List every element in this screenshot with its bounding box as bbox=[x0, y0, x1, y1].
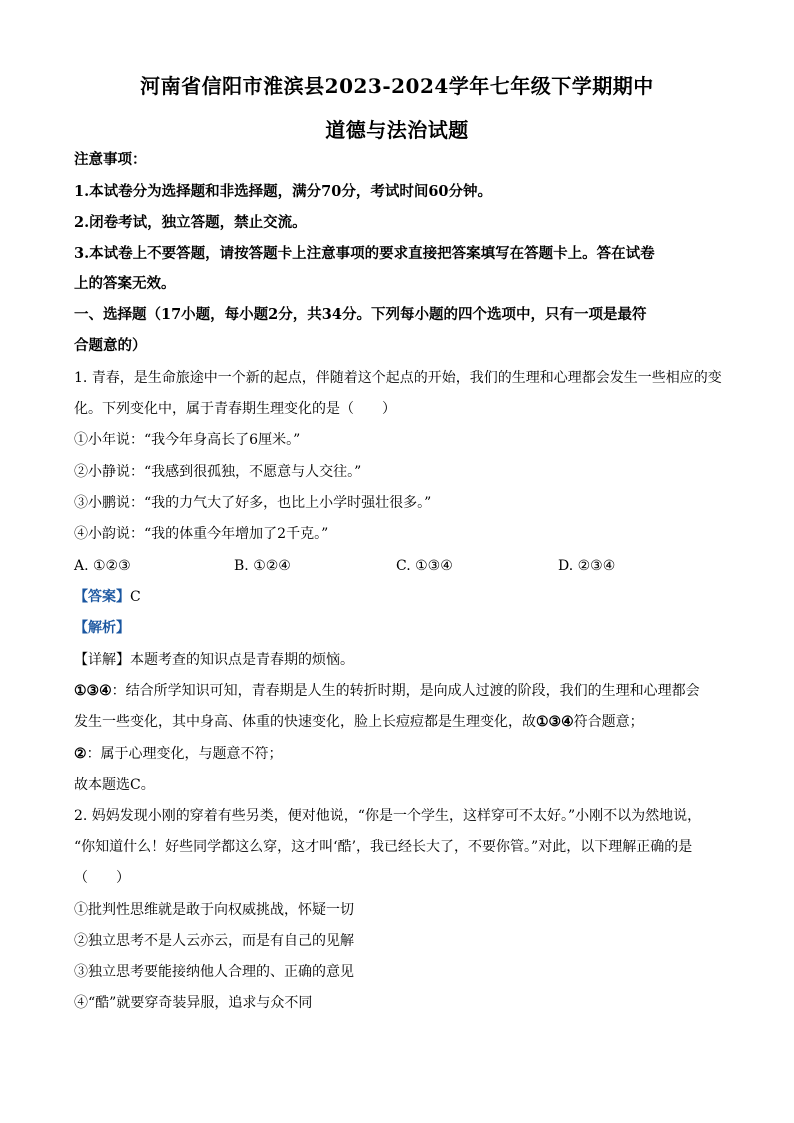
notice-item-3a: 3.本试卷上不要答题，请按答题卡上注意事项的要求直接把答案填写在答题卡上。答在试卷 bbox=[74, 245, 655, 262]
detail-tag: 【详解】 bbox=[74, 652, 130, 668]
q1-option-c: C. ①③④ bbox=[396, 558, 453, 574]
answer-value: C bbox=[130, 589, 141, 605]
q2-stem-c: （ ） bbox=[74, 870, 130, 886]
q2-statement-4: ④“酷”就要穿奇装异服，追求与众不同 bbox=[74, 995, 313, 1011]
q1-option-b: B. ①②④ bbox=[234, 558, 291, 574]
notice-item-1: 1.本试卷分为选择题和非选择题，满分70分，考试时间60分钟。 bbox=[74, 183, 492, 200]
detail-text: 本题考查的知识点是青春期的烦恼。 bbox=[130, 652, 354, 668]
q1-conclusion: 故本题选C。 bbox=[74, 777, 155, 793]
exp1-text-b-post: 符合题意； bbox=[573, 714, 644, 730]
exp1-key: ①③④ bbox=[74, 683, 112, 699]
q2-statement-3: ③独立思考要能接纳他人合理的、正确的意见 bbox=[74, 964, 354, 980]
q1-statement-4: ④小韵说：“我的体重今年增加了2千克。” bbox=[74, 526, 329, 542]
exp2-text: ：属于心理变化，与题意不符； bbox=[86, 746, 283, 762]
exp1-text-a: ：结合所学知识可知，青春期是人生的转折时期，是向成人过渡的阶段，我们的生理和心理都会 bbox=[111, 683, 700, 699]
section1-heading-b: 合题意的） bbox=[74, 337, 147, 354]
notice-item-3b: 上的答案无效。 bbox=[74, 275, 176, 292]
exp2-key: ② bbox=[74, 746, 87, 762]
q1-explanation-1a bbox=[74, 681, 734, 701]
exam-title-line2: 道德与法治试题 bbox=[325, 118, 469, 142]
answer-tag: 【答案】 bbox=[74, 589, 130, 605]
analysis-tag: 【解析】 bbox=[74, 620, 130, 636]
q2-statement-1: ①批判性思维就是敢于向权威挑战，怀疑一切 bbox=[74, 902, 354, 918]
notice-heading: 注意事项： bbox=[74, 151, 147, 168]
q1-explanation-1b bbox=[74, 712, 734, 732]
q1-analysis-line bbox=[74, 618, 734, 638]
q2-stem-b: “你知道什么！好些同学都这么穿，这才叫‘酷’，我已经长大了，不要你管。”对此，以下理解正确的是 bbox=[74, 839, 693, 855]
q1-stem-a: 1. 青春，是生命旅途中一个新的起点，伴随着这个起点的开始，我们的生理和心理都会发生一些相应的变 bbox=[74, 370, 722, 386]
q1-statement-2: ②小静说：“我感到很孤独，不愿意与人交往。” bbox=[74, 464, 362, 480]
notice-item-2: 2.闭卷考试，独立答题，禁止交流。 bbox=[74, 214, 307, 231]
q1-statement-1: ①小年说：“我今年身高长了6厘米。” bbox=[74, 432, 301, 448]
q1-statement-3: ③小鹏说：“我的力气大了好多，也比上小学时强壮很多。” bbox=[74, 495, 432, 511]
q2-statement-2: ②独立思考不是人云亦云，而是有自己的见解 bbox=[74, 933, 354, 949]
q1-stem-b: 化。下列变化中，属于青春期生理变化的是（ ） bbox=[74, 401, 396, 417]
q1-answer-line bbox=[74, 587, 734, 607]
q1-detail-line bbox=[74, 650, 734, 670]
exp1-text-b-pre: 发生一些变化，其中身高、体重的快速变化，脸上长痘痘都是生理变化，故 bbox=[74, 714, 536, 730]
q2-stem-a: 2. 妈妈发现小刚的穿着有些另类，便对他说，“你是一个学生，这样穿可不太好。”小刚不以为然地说， bbox=[74, 808, 702, 824]
section1-heading-a: 一、选择题（17小题，每小题2分，共34分。下列每小题的四个选项中，只有一项是最符 bbox=[74, 306, 647, 323]
q1-option-a: A. ①②③ bbox=[74, 558, 131, 574]
q1-option-d: D. ②③④ bbox=[558, 558, 616, 574]
q1-explanation-2 bbox=[74, 744, 734, 764]
exam-title-line1: 河南省信阳市淮滨县2023-2024学年七年级下学期期中 bbox=[140, 74, 654, 98]
exp1-key-b: ①③④ bbox=[536, 714, 574, 730]
